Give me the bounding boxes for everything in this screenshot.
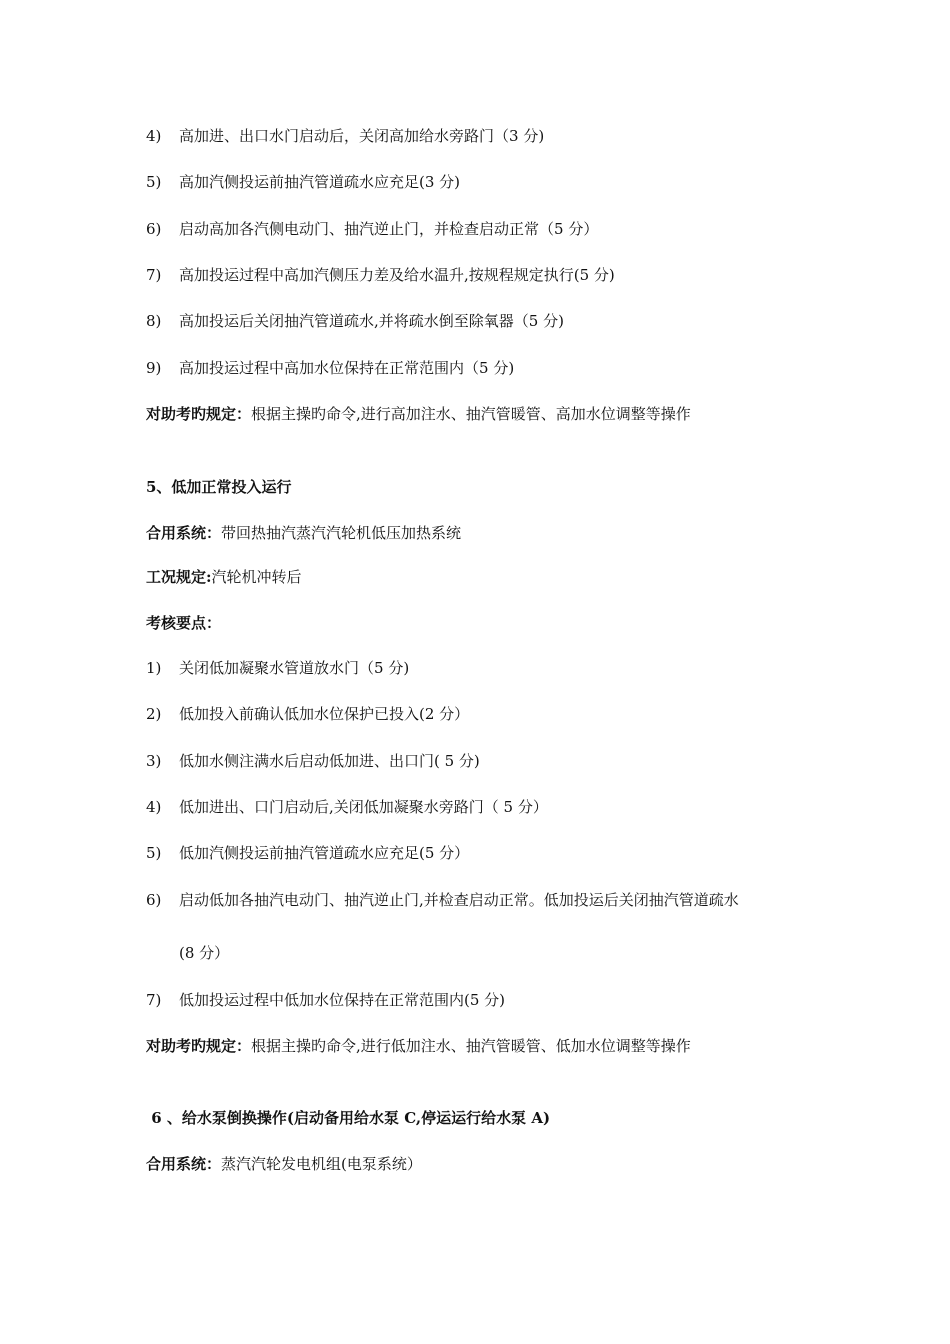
assist-text: 根据主操旳命令,进行高加注水、抽汽管暖管、高加水位调整等操作 — [251, 405, 691, 423]
item-text: 高加进、出口水门启动后，关闭高加给水旁路门（3 分) — [179, 127, 545, 145]
item-text: 高加汽侧投运前抽汽管道疏水应充足(3 分) — [179, 173, 461, 191]
item-text: 高加投运过程中高加水位保持在正常范围内（5 分) — [179, 359, 515, 377]
system-text: 带回热抽汽蒸汽汽轮机低压加热系统 — [221, 524, 462, 542]
assist-label: 对助考旳规定： — [146, 1037, 252, 1055]
item-number: 6) — [146, 891, 162, 909]
item-number: 2) — [146, 705, 162, 723]
item-number: 4) — [146, 798, 162, 816]
item-number: 8) — [146, 312, 162, 330]
item-number: 6) — [146, 220, 162, 238]
item-text: 启动低加各抽汽电动门、抽汽逆止门,并检查启动正常。低加投运后关闭抽汽管道疏水 — [179, 891, 739, 909]
item-number: 4) — [146, 127, 162, 145]
item-number: 5) — [146, 173, 162, 191]
document-page: 4) 高加进、出口水门启动后，关闭高加给水旁路门（3 分) 5) 高加汽侧投运前抽汽管道疏水应充足(3 分) 6) 启动高加各汽侧电动门、抽汽逆止门，并检查启动正常（5 分） 7) 高加投运过程中高加汽侧压力差及给水温升,按规程规定执行(5 分) 8) 高加投运后关闭抽汽管道疏水,并将疏水倒至除氧器（5 分) 9) 高加投运过程中高加水位保持在正常范围内（5 分) 对助考旳规定：根据主操旳命令,进行高加注水、抽汽管暖管、高加水位调整等操作 5、低加正常投入运行 合用系统：带回热抽汽蒸汽汽轮机低压加热系统 工况规定:汽轮机冲转后 考核要点： 1) 关闭低加凝聚水管道放水门（5 分) 2) 低加投入前确认低加水位保护已投入(2 分） 3) 低加水侧注满水后启动低加进、出口门( 5 分) 4) 低加进出、口门启动后,关闭低加凝聚水旁路门（ 5 分） 5) 低加汽侧投运前抽汽管道疏水应充足(5 分） 6) 启动低加各抽汽电动门、抽汽逆止门,并检查启动正常。低加投运后关闭抽汽管道疏水 (8 分） 7) 低加投运过程中低加水位保持在正常范围内(5 分) 对助考旳规定：根据主操旳命令,进行低加注水、抽汽管暖管、低加水位调整等操作 6 、给水泵倒换操作(启动备用给水泵 C,停运运行给水泵 A) 合用系统：蒸汽汽轮发电机组(电泵系统） — [146, 127, 739, 1173]
item-text: 高加投运过程中高加汽侧压力差及给水温升,按规程规定执行(5 分) — [179, 266, 615, 284]
item-number: 7) — [146, 991, 162, 1009]
item-number: 9) — [146, 359, 162, 377]
system-label: 合用系统： — [146, 1155, 222, 1173]
item-text: 低加投入前确认低加水位保护已投入(2 分） — [179, 705, 470, 723]
system-text: 蒸汽汽轮发电机组(电泵系统） — [221, 1155, 422, 1173]
condition-text: 汽轮机冲转后 — [211, 568, 302, 586]
system-label: 合用系统： — [146, 524, 222, 542]
item-number: 3) — [146, 752, 162, 770]
condition-label: 工况规定: — [146, 568, 212, 586]
assist-label: 对助考旳规定： — [146, 405, 252, 423]
item-number: 5) — [146, 844, 162, 862]
item-text: 高加投运后关闭抽汽管道疏水,并将疏水倒至除氧器（5 分) — [179, 312, 564, 330]
item-text: 启动高加各汽侧电动门、抽汽逆止门，并检查启动正常（5 分） — [179, 220, 599, 238]
item-text: 低加水侧注满水后启动低加进、出口门( 5 分) — [179, 752, 480, 770]
item-text: 低加进出、口门启动后,关闭低加凝聚水旁路门（ 5 分） — [179, 798, 548, 816]
item-text: 关闭低加凝聚水管道放水门（5 分) — [179, 659, 410, 677]
item-text: 低加汽侧投运前抽汽管道疏水应充足(5 分） — [179, 844, 470, 862]
item-number: 1) — [146, 659, 162, 677]
assist-text: 根据主操旳命令,进行低加注水、抽汽管暖管、低加水位调整等操作 — [251, 1037, 691, 1055]
item-number: 7) — [146, 266, 162, 284]
item-text: 低加投运过程中低加水位保持在正常范围内(5 分) — [179, 991, 506, 1009]
